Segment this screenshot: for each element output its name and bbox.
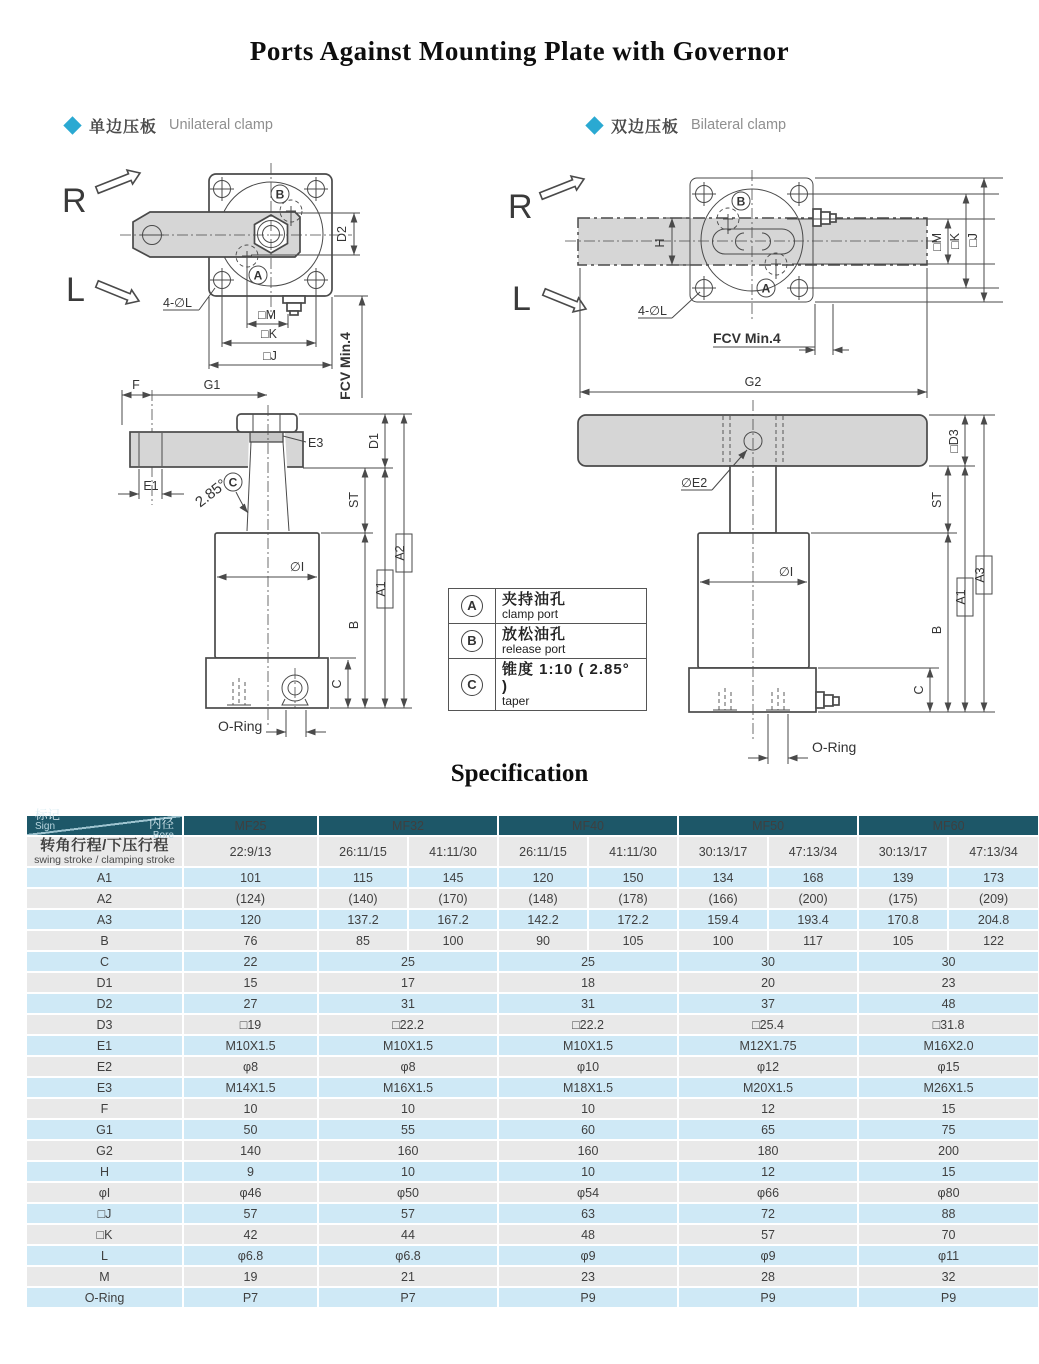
spec-cell: 137.2 — [318, 909, 408, 930]
dim-st-label: ST — [930, 492, 944, 508]
row-label: □K — [27, 1224, 183, 1245]
dim-j-label: □J — [263, 349, 277, 363]
legend-en: taper — [502, 694, 530, 708]
spec-cell: 10 — [183, 1098, 318, 1119]
spec-section-title: Specification — [450, 760, 589, 787]
spec-cell: 57 — [183, 1203, 318, 1224]
spec-cell: φ15 — [858, 1056, 1038, 1077]
spec-cell: 15 — [183, 972, 318, 993]
spec-cell: M20X1.5 — [678, 1077, 858, 1098]
bore-header: MF50 — [678, 816, 858, 836]
specification-table — [27, 808, 1038, 1309]
spec-cell: □31.8 — [858, 1014, 1038, 1035]
spec-cell: P9 — [858, 1287, 1038, 1308]
spec-cell: P9 — [678, 1287, 858, 1308]
left-top-view — [62, 163, 368, 400]
balloon-a-icon: A — [461, 595, 483, 617]
port-a-balloon: A — [253, 268, 263, 283]
dim-b-label: B — [347, 620, 361, 630]
table-row — [27, 1161, 1038, 1182]
bolt-hole-note: 4-∅L — [638, 304, 667, 318]
spec-cell: 30 — [678, 951, 858, 972]
page-title: Ports Against Mounting Plate with Governor — [249, 36, 790, 66]
spec-cell: 173 — [948, 867, 1038, 888]
spec-cell: 30:13/17 — [678, 836, 768, 867]
row-label: G1 — [27, 1119, 183, 1140]
spec-cell: 55 — [318, 1119, 498, 1140]
spec-cell: M10X1.5 — [183, 1035, 318, 1056]
spec-cell: □25.4 — [678, 1014, 858, 1035]
spec-cell: (140) — [318, 888, 408, 909]
table-row — [27, 972, 1038, 993]
row-label: E2 — [27, 1056, 183, 1077]
section-title-en: Bilateral clamp — [691, 117, 787, 133]
legend-en: release port — [502, 642, 566, 656]
spec-cell: (148) — [498, 888, 588, 909]
row-label: □J — [27, 1203, 183, 1224]
spec-cell: (170) — [408, 888, 498, 909]
spec-cell: 42 — [183, 1224, 318, 1245]
spec-cell: φ8 — [183, 1056, 318, 1077]
dim-m-label: □M — [930, 233, 944, 251]
stroke-row — [27, 836, 1038, 867]
spec-cell: 31 — [498, 993, 678, 1014]
spec-cell: 26:11/15 — [318, 836, 408, 867]
table-row — [27, 1098, 1038, 1119]
fcv-note: FCV Min.4 — [337, 332, 353, 400]
section-title-en: Unilateral clamp — [169, 117, 273, 133]
spec-cell: 21 — [318, 1266, 498, 1287]
spec-cell: 19 — [183, 1266, 318, 1287]
spec-cell: 57 — [678, 1224, 858, 1245]
spec-cell: 105 — [588, 930, 678, 951]
spec-cell: □22.2 — [318, 1014, 498, 1035]
spec-cell: M18X1.5 — [498, 1077, 678, 1098]
dim-j-label: □J — [966, 233, 980, 247]
spec-cell: 167.2 — [408, 909, 498, 930]
row-label: D2 — [27, 993, 183, 1014]
spec-cell: M26X1.5 — [858, 1077, 1038, 1098]
dim-a1-label: A1 — [374, 581, 388, 597]
spec-cell: 76 — [183, 930, 318, 951]
corner-cell — [27, 808, 183, 841]
row-label: F — [27, 1098, 183, 1119]
spec-cell: 139 — [858, 867, 948, 888]
spec-cell: φ6.8 — [183, 1245, 318, 1266]
spec-cell: 10 — [498, 1161, 678, 1182]
spec-cell: 160 — [498, 1140, 678, 1161]
spec-cell: 90 — [498, 930, 588, 951]
diamond-icon — [585, 116, 603, 134]
dim-d3-label: □D3 — [947, 429, 961, 453]
spec-cell: 115 — [318, 867, 408, 888]
spec-cell: 75 — [858, 1119, 1038, 1140]
bore-header: MF32 — [318, 816, 498, 836]
dim-f-label: F — [132, 378, 140, 392]
legend-row-release-port — [449, 624, 647, 659]
spec-cell: 30:13/17 — [858, 836, 948, 867]
dim-bore-label: ∅I — [778, 565, 794, 579]
spec-cell: 17 — [318, 972, 498, 993]
table-row — [27, 1140, 1038, 1161]
table-row — [27, 1287, 1038, 1308]
spec-cell: 22 — [183, 951, 318, 972]
spec-cell: 172.2 — [588, 909, 678, 930]
dim-e1-label: E1 — [143, 479, 159, 493]
spec-cell: (178) — [588, 888, 678, 909]
dim-a2-label: A2 — [393, 545, 407, 561]
spec-cell: 120 — [498, 867, 588, 888]
spec-cell: 142.2 — [498, 909, 588, 930]
rotation-r-label: R — [508, 188, 533, 226]
diamond-icon — [63, 116, 81, 134]
table-row — [27, 909, 1038, 930]
table-row — [27, 930, 1038, 951]
legend-cn: 放松油孔 — [502, 626, 567, 643]
spec-cell: 9 — [183, 1161, 318, 1182]
dim-m-label: □M — [258, 308, 276, 322]
spec-cell: 122 — [948, 930, 1038, 951]
spec-cell: M16X2.0 — [858, 1035, 1038, 1056]
spec-cell: 31 — [318, 993, 498, 1014]
section-bilateral — [588, 114, 786, 136]
spec-cell: 57 — [318, 1203, 498, 1224]
spec-cell: M10X1.5 — [498, 1035, 678, 1056]
row-label: φI — [27, 1182, 183, 1203]
spec-cell: P9 — [498, 1287, 678, 1308]
spec-cell: 25 — [498, 951, 678, 972]
row-label: M — [27, 1266, 183, 1287]
table-row — [27, 1056, 1038, 1077]
spec-cell: 193.4 — [768, 909, 858, 930]
corner-bore-cn: 内径 — [148, 817, 174, 831]
spec-cell: 70 — [858, 1224, 1038, 1245]
fcv-note: FCV Min.4 — [713, 330, 781, 346]
section-unilateral — [66, 114, 273, 136]
spec-cell: 26:11/15 — [498, 836, 588, 867]
spec-cell: 10 — [498, 1098, 678, 1119]
spec-cell: 134 — [678, 867, 768, 888]
table-row — [27, 951, 1038, 972]
section-title-cn: 单边压板 — [89, 118, 158, 136]
rotation-l-label: L — [66, 271, 85, 309]
spec-cell: 60 — [498, 1119, 678, 1140]
rotation-l-label: L — [512, 280, 531, 318]
spec-cell: 15 — [858, 1098, 1038, 1119]
corner-sign-en: Sign — [35, 821, 56, 832]
spec-cell: 12 — [678, 1161, 858, 1182]
spec-cell: 47:13/34 — [948, 836, 1038, 867]
spec-cell: 32 — [858, 1266, 1038, 1287]
dim-d2-label: D2 — [335, 226, 349, 242]
oring-label: O-Ring — [218, 718, 263, 734]
row-label: E1 — [27, 1035, 183, 1056]
spec-cell: 27 — [183, 993, 318, 1014]
row-label: H — [27, 1161, 183, 1182]
table-row — [27, 1182, 1038, 1203]
oring-label: O-Ring — [812, 739, 857, 755]
spec-cell: 88 — [858, 1203, 1038, 1224]
bore-header: MF40 — [498, 816, 678, 836]
row-label: A3 — [27, 909, 183, 930]
spec-cell: φ66 — [678, 1182, 858, 1203]
spec-cell: φ10 — [498, 1056, 678, 1077]
table-row — [27, 1245, 1038, 1266]
spec-cell: φ12 — [678, 1056, 858, 1077]
dim-st-label: ST — [347, 492, 361, 508]
balloon-b-icon: B — [461, 630, 483, 652]
arrow-r-icon — [540, 176, 584, 199]
spec-cell: 140 — [183, 1140, 318, 1161]
spec-cell: P7 — [183, 1287, 318, 1308]
spec-cell: 168 — [768, 867, 858, 888]
spec-cell: M16X1.5 — [318, 1077, 498, 1098]
table-row — [27, 1119, 1038, 1140]
spec-cell: 23 — [498, 1266, 678, 1287]
table-row — [27, 993, 1038, 1014]
row-label: A2 — [27, 888, 183, 909]
spec-cell: 30 — [858, 951, 1038, 972]
spec-cell: 20 — [678, 972, 858, 993]
stroke-label-en: swing stroke / clamping stroke — [34, 854, 175, 866]
row-label: D1 — [27, 972, 183, 993]
right-top-view — [508, 170, 1003, 398]
spec-cell: 180 — [678, 1140, 858, 1161]
dim-b-label: B — [930, 625, 944, 635]
corner-bore-en: Bore — [152, 830, 174, 841]
legend-row-taper — [449, 659, 647, 711]
table-row — [27, 1266, 1038, 1287]
spec-cell: φ50 — [318, 1182, 498, 1203]
spec-cell: 105 — [858, 930, 948, 951]
row-label: B — [27, 930, 183, 951]
spec-cell: 63 — [498, 1203, 678, 1224]
bore-header-row — [27, 816, 1038, 836]
spec-cell: M14X1.5 — [183, 1077, 318, 1098]
left-side-view — [118, 378, 412, 737]
spec-cell: 41:11/30 — [588, 836, 678, 867]
row-label: G2 — [27, 1140, 183, 1161]
row-label: D3 — [27, 1014, 183, 1035]
dim-h-label: H — [653, 238, 667, 248]
dim-c-label: C — [912, 685, 926, 695]
spec-table-container — [27, 808, 1038, 1309]
port-b-balloon: B — [736, 194, 746, 209]
table-row — [27, 867, 1038, 888]
spec-cell: 100 — [678, 930, 768, 951]
spec-cell: (166) — [678, 888, 768, 909]
row-label: C — [27, 951, 183, 972]
dim-e2-label: ∅E2 — [681, 476, 708, 490]
stroke-label-cn: 转角行程/下压行程 — [40, 837, 169, 854]
balloon-c-icon: C — [461, 674, 483, 696]
spec-cell: 37 — [678, 993, 858, 1014]
arrow-r-icon — [96, 170, 140, 193]
spec-cell: 22:9/13 — [183, 836, 318, 867]
arrow-l-icon — [96, 281, 139, 304]
spec-cell: 117 — [768, 930, 858, 951]
spec-cell: φ54 — [498, 1182, 678, 1203]
spec-cell: 72 — [678, 1203, 858, 1224]
spec-cell: 10 — [318, 1161, 498, 1182]
table-row — [27, 888, 1038, 909]
dim-bore-label: ∅I — [289, 560, 305, 574]
spec-cell: 100 — [408, 930, 498, 951]
taper-angle-label: 2.85° — [192, 475, 231, 511]
spec-cell: 18 — [498, 972, 678, 993]
port-a-balloon: A — [761, 281, 771, 296]
bore-header: MF60 — [858, 816, 1038, 836]
table-row — [27, 1224, 1038, 1245]
dim-g2-label: G2 — [744, 375, 762, 389]
table-row — [27, 1035, 1038, 1056]
spec-cell: □19 — [183, 1014, 318, 1035]
spec-cell: φ6.8 — [318, 1245, 498, 1266]
spec-cell: 15 — [858, 1161, 1038, 1182]
port-b-balloon: B — [275, 187, 285, 202]
spec-cell: φ8 — [318, 1056, 498, 1077]
row-label: L — [27, 1245, 183, 1266]
legend-cn: 锥度 1:10 ( 2.85° ) — [502, 661, 630, 695]
spec-cell: φ46 — [183, 1182, 318, 1203]
spec-cell: 160 — [318, 1140, 498, 1161]
legend-cn: 夹持油孔 — [502, 591, 567, 608]
dim-k-label: □K — [948, 233, 962, 249]
spec-cell: P7 — [318, 1287, 498, 1308]
legend-en: clamp port — [502, 607, 559, 621]
rotation-r-label: R — [62, 182, 87, 220]
bolt-hole-note: 4-∅L — [163, 296, 192, 310]
row-label: A1 — [27, 867, 183, 888]
spec-cell: 41:11/30 — [408, 836, 498, 867]
dim-g1-label: G1 — [203, 378, 221, 392]
spec-cell: φ9 — [498, 1245, 678, 1266]
dim-d1-label: D1 — [367, 433, 381, 449]
table-row — [27, 1014, 1038, 1035]
row-label: E3 — [27, 1077, 183, 1098]
spec-cell: 85 — [318, 930, 408, 951]
dim-e3-label: E3 — [308, 436, 324, 450]
section-title-cn: 双边压板 — [611, 118, 680, 136]
dim-c-label: C — [330, 679, 344, 689]
spec-cell: 50 — [183, 1119, 318, 1140]
spec-cell: □22.2 — [498, 1014, 678, 1035]
spec-cell: 120 — [183, 909, 318, 930]
corner-sign-cn: 标记 — [35, 808, 61, 822]
spec-cell: φ11 — [858, 1245, 1038, 1266]
spec-cell: 101 — [183, 867, 318, 888]
spec-cell: 23 — [858, 972, 1038, 993]
spec-cell: φ9 — [678, 1245, 858, 1266]
spec-cell: 204.8 — [948, 909, 1038, 930]
spec-cell: M12X1.75 — [678, 1035, 858, 1056]
spec-cell: 65 — [678, 1119, 858, 1140]
spec-cell: 170.8 — [858, 909, 948, 930]
dim-k-label: □K — [261, 327, 277, 341]
spec-cell: 145 — [408, 867, 498, 888]
legend-row-clamp-port — [449, 589, 647, 624]
table-row — [27, 1203, 1038, 1224]
spec-cell: 10 — [318, 1098, 498, 1119]
spec-cell: 48 — [498, 1224, 678, 1245]
row-label: O-Ring — [27, 1287, 183, 1308]
dim-a3-label: A3 — [973, 567, 987, 583]
bore-header: MF25 — [183, 816, 318, 836]
table-row — [27, 1077, 1038, 1098]
spec-cell: (200) — [768, 888, 858, 909]
spec-cell: 12 — [678, 1098, 858, 1119]
spec-cell: (124) — [183, 888, 318, 909]
spec-cell: (175) — [858, 888, 948, 909]
spec-cell: 25 — [318, 951, 498, 972]
spec-cell: 47:13/34 — [768, 836, 858, 867]
port-legend — [448, 588, 647, 711]
spec-cell: M10X1.5 — [318, 1035, 498, 1056]
spec-cell: φ80 — [858, 1182, 1038, 1203]
spec-cell: 159.4 — [678, 909, 768, 930]
dim-a1-label: A1 — [954, 589, 968, 605]
taper-c-balloon: C — [228, 475, 238, 490]
spec-cell: 44 — [318, 1224, 498, 1245]
spec-cell: 48 — [858, 993, 1038, 1014]
spec-cell: 200 — [858, 1140, 1038, 1161]
spec-cell: (209) — [948, 888, 1038, 909]
spec-cell: 28 — [678, 1266, 858, 1287]
spec-cell: 150 — [588, 867, 678, 888]
